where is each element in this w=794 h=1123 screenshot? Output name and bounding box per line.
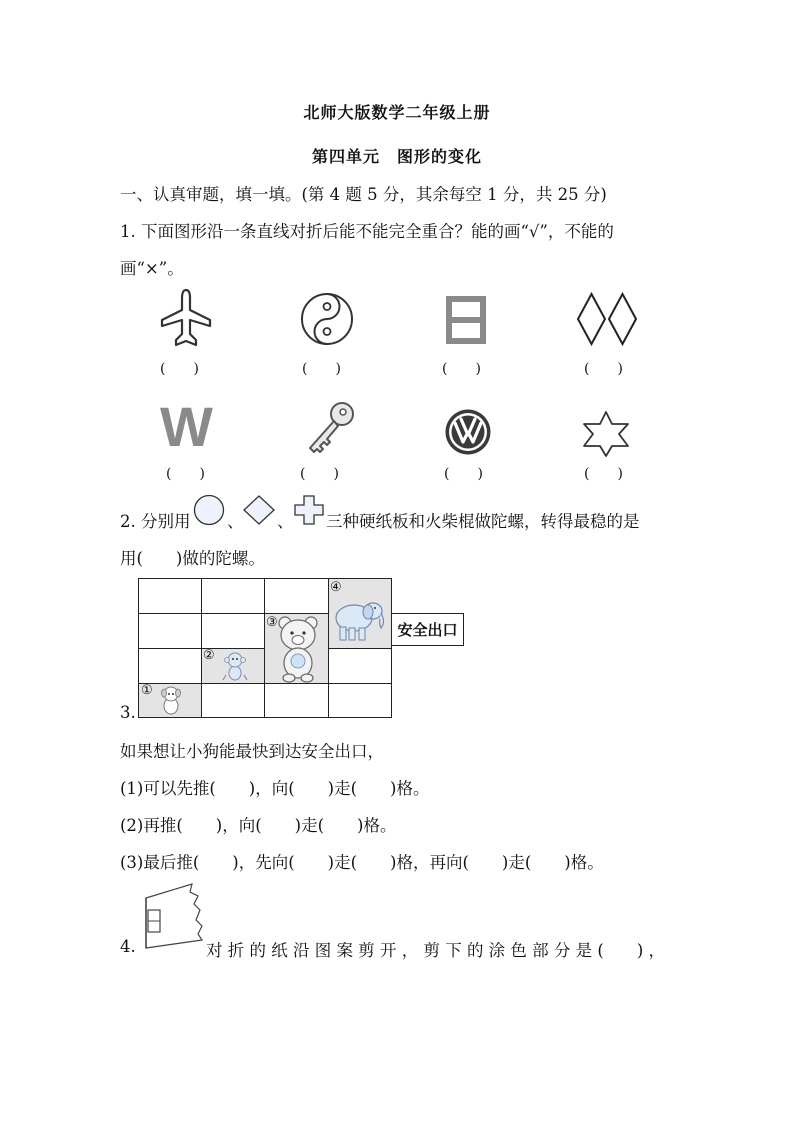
unit-title: 第四单元 图形的变化 <box>311 147 482 166</box>
ri-character-icon <box>446 296 486 344</box>
q4-number: 4. <box>120 937 136 956</box>
q1-text-line2: 画“×”。 <box>120 259 184 278</box>
q1-answer-8[interactable]: ( ) <box>584 466 623 482</box>
q2-separator-1: 、 <box>227 512 244 531</box>
q1-answer-5[interactable]: ( ) <box>166 466 205 482</box>
q2-suffix: 三种硬纸板和火柴棍做陀螺，转得最稳的是 <box>326 512 640 531</box>
q2-prefix: 2. 分别用 <box>120 512 191 531</box>
q3-step2[interactable]: (2)再推( )，向( )走( )格。 <box>120 816 397 835</box>
diamond-card-icon <box>242 494 276 526</box>
q1-answer-1[interactable]: ( ) <box>160 361 199 377</box>
q3-intro: 如果想让小狗能最快到达安全出口， <box>120 742 384 761</box>
q2-separator-2: 、 <box>277 512 294 531</box>
monkey-icon <box>222 649 248 683</box>
q1-answer-4[interactable]: ( ) <box>584 361 623 377</box>
q1-answer-6[interactable]: ( ) <box>300 466 339 482</box>
airplane-icon <box>160 288 212 348</box>
puppy-icon <box>158 684 184 716</box>
hexagram-star-icon <box>580 410 632 458</box>
double-diamond-icon <box>576 292 638 346</box>
page-title: 北师大版数学二年级上册 <box>303 103 491 122</box>
puzzle-grid <box>138 578 392 718</box>
q1-answer-7[interactable]: ( ) <box>444 466 483 482</box>
q1-answer-2[interactable]: ( ) <box>302 361 341 377</box>
marker-2: ② <box>203 648 215 663</box>
safety-exit-sign: 安全出口 <box>391 613 464 646</box>
q1-text-line1: 1. 下面图形沿一条直线对折后能不能完全重合？能的画“√”，不能的 <box>120 222 614 241</box>
bear-icon <box>278 615 318 683</box>
q3-number: 3. <box>120 703 136 722</box>
q2-line2: 用( )做的陀螺。 <box>120 549 265 568</box>
marker-1: ① <box>141 683 153 698</box>
marker-4: ④ <box>330 580 342 595</box>
marker-3: ③ <box>266 615 278 630</box>
vw-logo-icon <box>444 408 492 456</box>
folded-paper-icon <box>142 880 206 950</box>
key-icon <box>300 400 356 460</box>
cross-card-icon <box>293 494 325 526</box>
q1-answer-3[interactable]: ( ) <box>442 361 481 377</box>
q3-step1[interactable]: (1)可以先推( )，向( )走( )格。 <box>120 779 430 798</box>
letter-w-icon: W <box>160 395 213 458</box>
circle-card-icon <box>193 494 225 526</box>
q4-text[interactable]: 对 折 的 纸 沿 图 案 剪 开 ， 剪 下 的 涂 色 部 分 是 ( ) ， <box>206 941 666 960</box>
q3-step3[interactable]: (3)最后推( )，先向( )走( )格，再向( )走( )格。 <box>120 853 604 872</box>
section-heading: 一、认真审题，填一填。(第 4 题 5 分，其余每空 1 分，共 25 分) <box>120 185 607 204</box>
elephant-icon <box>332 594 386 644</box>
yin-yang-icon <box>300 292 354 346</box>
